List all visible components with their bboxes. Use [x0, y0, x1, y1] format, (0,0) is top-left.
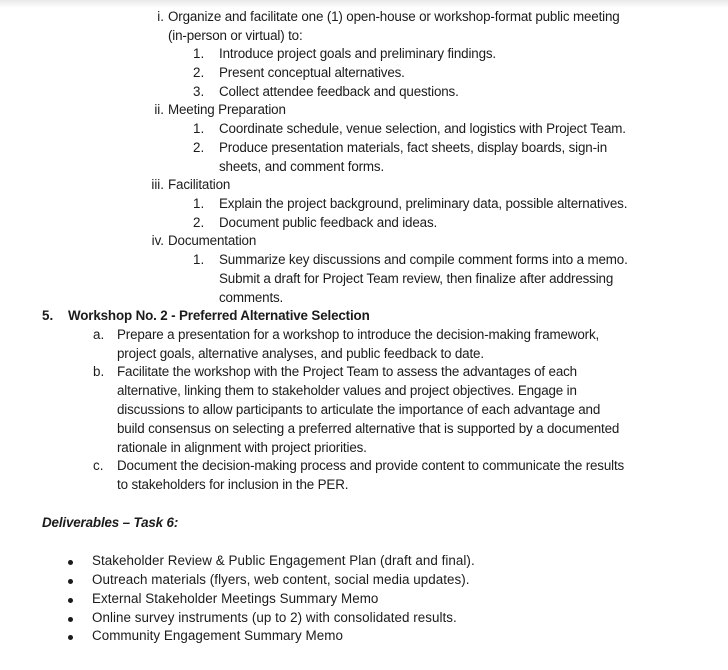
list-marker: 1. [193, 46, 205, 61]
item-text-line: Organize and facilitate one (1) open-house or workshop-format public meeting [168, 9, 620, 24]
deliverable-text: Online survey instruments (up to 2) with consolidated results. [92, 610, 457, 625]
item-text-line: Present conceptual alternatives. [219, 65, 405, 80]
deliverables-heading: Deliverables – Task 6: [42, 515, 179, 530]
item-text-line: comments. [219, 289, 284, 305]
list-marker: iv. [151, 233, 164, 248]
list-marker: 3. [193, 83, 205, 99]
section-number: 5. [42, 308, 54, 323]
list-marker: b. [93, 364, 105, 379]
list-marker: 1. [193, 252, 205, 267]
bullet-icon [68, 617, 73, 622]
list-marker: 1. [193, 196, 205, 211]
item-text-line: Coordinate schedule, venue selection, and logistics with Project Team. [219, 121, 626, 136]
item-text-line: Introduce project goals and preliminary findings. [219, 46, 496, 61]
bullet-icon [68, 560, 73, 565]
item-text-line: rationale in alignment with project priorities. [117, 439, 367, 455]
item-text-line: project goals, alternative analyses, and public feedback to date. [117, 345, 484, 361]
deliverable-text: Stakeholder Review & Public Engagement Plan (draft and final). [92, 553, 475, 568]
item-text-line: Facilitation [168, 177, 231, 192]
bullet-icon [68, 598, 73, 603]
item-text-line: alternative, linking them to stakeholder values and project objectives. Engage in [117, 383, 577, 398]
item-text-line: Collect attendee feedback and questions. [219, 83, 459, 99]
item-text-line: Produce presentation materials, fact sheets, display boards, sign-in [219, 140, 608, 155]
list-marker: ii. [154, 102, 164, 117]
list-marker: a. [93, 327, 105, 342]
list-marker: i. [157, 9, 164, 24]
list-marker: 2. [193, 214, 205, 230]
item-text-line: Meeting Preparation [168, 102, 286, 117]
item-text-line: Document public feedback and ideas. [219, 214, 438, 230]
deliverable-text: External Stakeholder Meetings Summary Memo [92, 591, 379, 606]
bullet-icon [68, 579, 73, 584]
item-text-line: sheets, and comment forms. [219, 158, 385, 174]
item-text-line: discussions to allow participants to articulate the importance of each advantage and [117, 402, 601, 417]
list-marker: 1. [193, 121, 205, 136]
list-marker: 2. [193, 140, 205, 155]
item-text-line: Summarize key discussions and compile comment forms into a memo. [219, 252, 628, 267]
bullet-icon [68, 635, 73, 640]
item-text-line: to stakeholders for inclusion in the PER. [117, 477, 349, 492]
section-title: Workshop No. 2 - Preferred Alternative Selection [68, 308, 370, 323]
item-text-line: (in-person or virtual) to: [168, 27, 303, 43]
list-marker: 2. [193, 65, 205, 80]
deliverable-text: Community Engagement Summary Memo [92, 628, 343, 643]
deliverable-text: Outreach materials (flyers, web content, social media updates). [92, 572, 470, 587]
item-text-line: Documentation [168, 233, 257, 248]
item-text-line: build consensus on selecting a preferred alternative that is supported by a documented [117, 421, 620, 436]
item-text-line: Prepare a presentation for a workshop to introduce the decision-making framework, [117, 327, 600, 342]
item-text-line: Document the decision-making process and provide content to communicate the results [117, 458, 625, 473]
item-text-line: Submit a draft for Project Team review, then finalize after addressing [219, 271, 614, 286]
list-marker: iii. [151, 177, 164, 192]
list-marker: c. [93, 458, 104, 473]
item-text-line: Explain the project background, preliminary data, possible alternatives. [219, 196, 628, 211]
item-text-line: Facilitate the workshop with the Project Team to assess the advantages of each [117, 364, 577, 379]
